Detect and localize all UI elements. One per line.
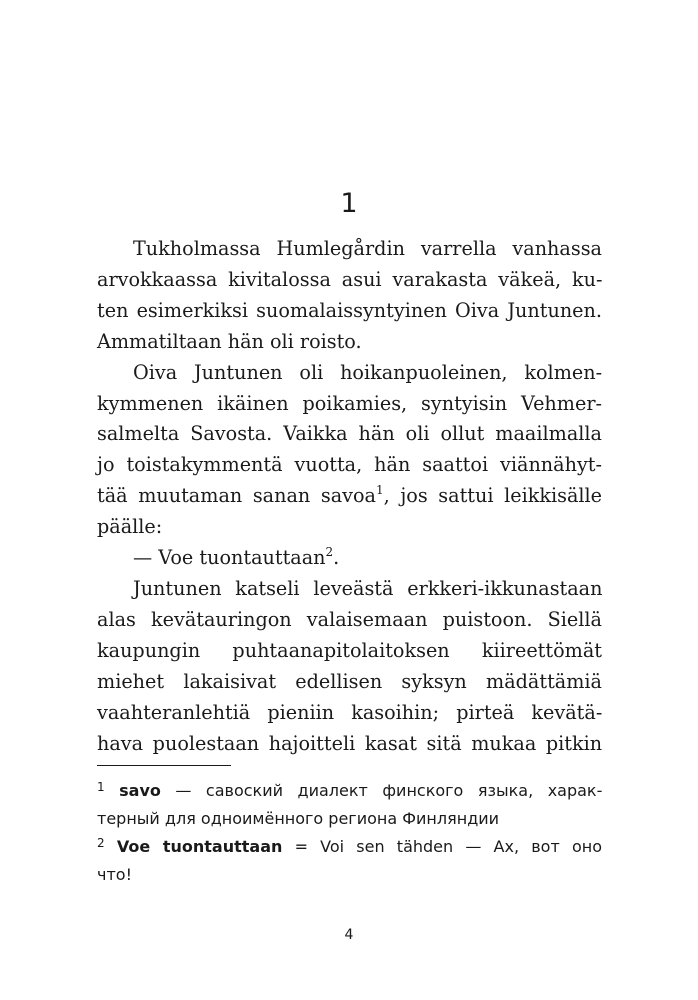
footnote-term: Voe tuontauttaan [116, 837, 283, 856]
footnote-ref-2[interactable]: 2 [325, 545, 334, 560]
body-line: Tukholmassa Humlegårdin varrella vanhassa [133, 237, 602, 260]
body-line: salmelta Savosta. Vaikka hän oli ollut maailmalla [97, 422, 602, 446]
body-line: ten esimerkiksi suomalaissyntyinen Oiva Juntunen. [97, 298, 602, 322]
body-line: vaahteranlehtiä pieniin kasoihin; pirteä kevätä- [97, 700, 603, 724]
footnote-term: savo [119, 781, 161, 800]
footnote-2: $^2$ Voe tuontauttaan = Voi sen tähden — Ах, вот оно [97, 836, 602, 856]
footnote-divider [97, 765, 231, 766]
body-line: Ammatiltaan hän oli roisto. [97, 329, 362, 353]
body-line: tää muutaman sanan savoa$^1$, jos sattui leikkisälle [97, 483, 603, 508]
body-line: alas kevätauringon valaisemaan puistoon. Siellä [97, 607, 602, 631]
footnote-ref-1[interactable]: 1 [376, 483, 384, 498]
footnote-mark: 1 [97, 780, 105, 794]
body-line: Juntunen katseli leveästä erkkeri-ikkunastaan [133, 576, 603, 600]
body-line: päälle: [97, 515, 163, 539]
footnote-mark: 2 [97, 836, 105, 850]
body-line: jo toistakymmentä vuotta, hän saattoi viännähyt- [97, 453, 602, 477]
body-text [97, 234, 602, 759]
body-line: — Voe tuontauttaan$^2$. [133, 545, 340, 570]
chapter-number: 1 [340, 188, 358, 219]
body-line: kaupungin puhtaanapitolaitoksen kiireettömät [97, 638, 602, 662]
body-line: arvokkaassa kivitalossa asui varakasta väkeä, ku- [97, 267, 603, 291]
page-number: 4 [344, 927, 354, 943]
footnotes [97, 777, 602, 889]
body-line: Oiva Juntunen oli hoikanpuoleinen, kolmen- [133, 360, 603, 384]
body-line: miehet lakaisivat edellisen syksyn mädättämiä [97, 669, 602, 693]
body-line: hava puolestaan hajoitteli kasat sitä mukaa pitkin [97, 731, 603, 755]
footnote-1: $^1$ savo — савоский диалект финского языка, харак- [97, 780, 603, 800]
body-line: kymmenen ikäinen poikamies, syntyisin Vehmer- [97, 391, 602, 415]
footnote-1-cont: терный для одноимённого региона Финляндии [97, 809, 500, 828]
footnote-2-cont: что! [97, 865, 132, 884]
